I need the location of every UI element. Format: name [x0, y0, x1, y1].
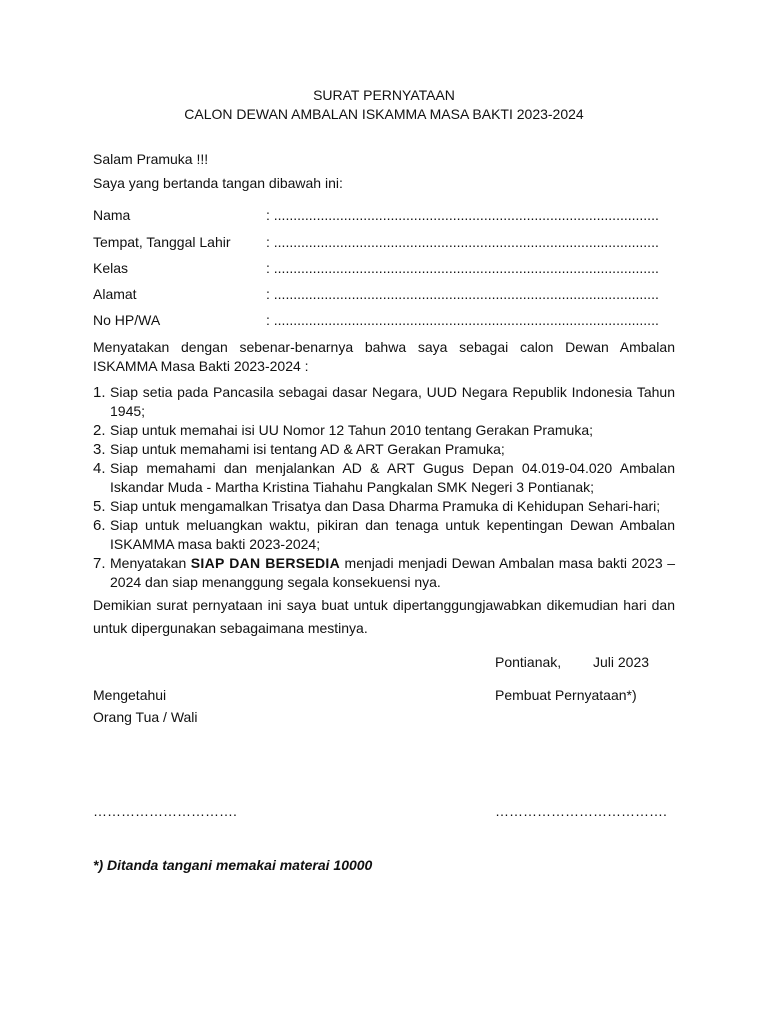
list-text-after: menjadi menjadi Dewan Ambalan masa bakti 2023 – 2024 dan siap menanggung segala konsekuensi nya.	[110, 555, 675, 590]
list-number: 5.	[93, 498, 106, 515]
list-item	[93, 554, 675, 592]
field-label-nama: Nama	[93, 207, 131, 223]
list-text: Siap untuk mengamalkan Trisatya dan Dasa Dharma Pramuka di Kehidupan Sehari-hari;	[110, 498, 661, 514]
statement-paragraph: Menyatakan dengan sebenar-benarnya bahwa saya sebagai calon Dewan Ambalan ISKAMMA Masa Bakti 2023-2024 :	[93, 339, 675, 374]
field-label-hp: No HP/WA	[93, 312, 161, 328]
field-blank-kelas: : ...................................................................................................	[266, 260, 659, 276]
place-text: Pontianak,	[495, 654, 562, 670]
right-sign-title: Pembuat Pernyataan*)	[495, 687, 637, 703]
list-number: 3.	[93, 441, 106, 458]
list-item	[93, 516, 675, 554]
list-item	[93, 459, 675, 497]
date-text: Juli 2023	[593, 654, 650, 670]
list-text: Siap untuk memahami isi tentang AD & ART Gerakan Pramuka;	[110, 441, 505, 457]
field-label-alamat: Alamat	[93, 286, 137, 302]
intro-text: Saya yang bertanda tangan dibawah ini:	[93, 175, 343, 191]
list-text: Siap untuk memahai isi UU Nomor 12 Tahun 2010 tentang Gerakan Pramuka;	[110, 422, 594, 438]
list-item	[93, 421, 675, 440]
list-text: Siap memahami dan menjalankan AD & ART Gugus Depan 04.019-04.020 Ambalan Iskandar Muda - Martha Kristina Tiahahu Pangkalan SMK Negeri 3 Pontianak;	[110, 460, 675, 495]
field-label-ttl: Tempat, Tanggal Lahir	[93, 234, 231, 250]
list-text: Siap setia pada Pancasila sebagai dasar Negara, UUD Negara Republik Indonesia Tahun 1945;	[110, 384, 675, 419]
list-item	[93, 440, 675, 459]
list-text-bold: SIAP DAN BERSEDIA	[190, 555, 341, 571]
list-number: 6.	[93, 517, 106, 534]
greeting: Salam Pramuka !!!	[93, 151, 209, 167]
footnote: *) Ditanda tangani memakai materai 10000	[93, 857, 373, 873]
list-text: Siap untuk meluangkan waktu, pikiran dan tenaga untuk kepentingan Dewan Ambalan ISKAMMA masa bakti 2023-2024;	[110, 517, 675, 552]
list-item	[93, 383, 675, 421]
field-blank-alamat: : ...................................................................................................	[266, 286, 659, 302]
document-title: SURAT PERNYATAAN	[313, 87, 455, 103]
left-signature-line: ………………………….	[93, 803, 237, 819]
list-number: 7.	[93, 555, 106, 572]
list-item	[93, 497, 675, 516]
points-list	[93, 383, 675, 592]
field-blank-ttl: : ...................................................................................................	[266, 234, 659, 250]
document-subtitle: CALON DEWAN AMBALAN ISKAMMA MASA BAKTI 2023-2024	[184, 106, 584, 122]
list-number: 2.	[93, 422, 106, 439]
field-blank-hp: : ...................................................................................................	[266, 312, 659, 328]
field-label-kelas: Kelas	[93, 260, 129, 276]
list-number: 4.	[93, 460, 106, 477]
list-text-before: Menyatakan	[110, 555, 191, 571]
right-signature-line: ……………………………….	[495, 803, 667, 819]
left-sign-role: Orang Tua / Wali	[93, 709, 198, 725]
left-sign-title: Mengetahui	[93, 687, 167, 703]
closing-paragraph: Demikian surat pernyataan ini saya buat untuk dipertanggungjawabkan dikemudian hari dan untuk dipergunakan sebagaimana mestinya.	[93, 597, 675, 636]
list-number: 1.	[93, 384, 106, 401]
field-blank-nama: : ...................................................................................................	[266, 207, 659, 223]
